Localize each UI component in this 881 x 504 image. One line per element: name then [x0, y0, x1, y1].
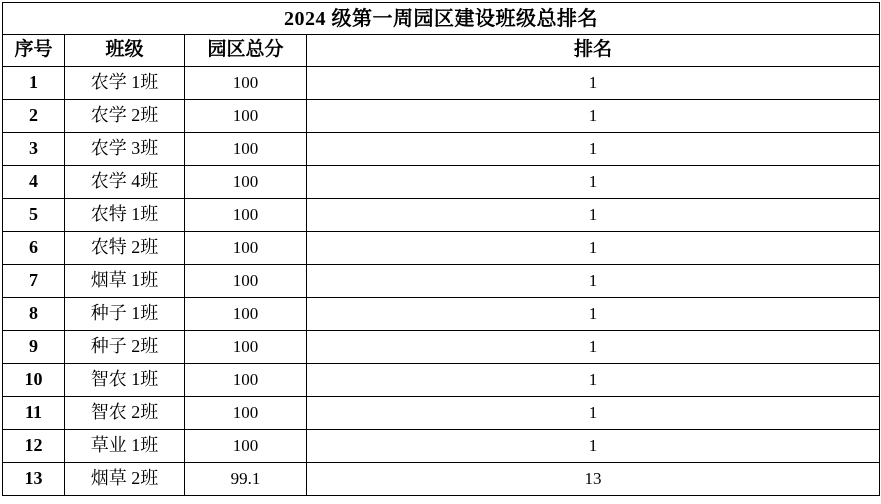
cell-class: 农学 3班 — [65, 133, 185, 166]
cell-no: 9 — [3, 331, 65, 364]
table-row — [3, 463, 880, 496]
cell-score: 100 — [185, 430, 307, 463]
cell-class: 种子 1班 — [65, 298, 185, 331]
cell-score: 99.1 — [185, 463, 307, 496]
column-header-no: 序号 — [3, 35, 65, 67]
cell-rank: 1 — [307, 298, 880, 331]
cell-rank: 1 — [307, 133, 880, 166]
cell-rank: 1 — [307, 265, 880, 298]
cell-rank: 1 — [307, 232, 880, 265]
cell-score: 100 — [185, 133, 307, 166]
cell-score: 100 — [185, 199, 307, 232]
cell-class: 智农 1班 — [65, 364, 185, 397]
cell-no: 6 — [3, 232, 65, 265]
cell-class: 农学 1班 — [65, 67, 185, 100]
cell-no: 13 — [3, 463, 65, 496]
cell-score: 100 — [185, 67, 307, 100]
cell-class: 烟草 1班 — [65, 265, 185, 298]
cell-rank: 1 — [307, 397, 880, 430]
cell-score: 100 — [185, 166, 307, 199]
column-header-rank: 排名 — [307, 35, 880, 67]
document-sheet — [0, 2, 881, 504]
cell-rank: 1 — [307, 199, 880, 232]
cell-class: 草业 1班 — [65, 430, 185, 463]
table-row — [3, 133, 880, 166]
cell-score: 100 — [185, 100, 307, 133]
cell-score: 100 — [185, 397, 307, 430]
cell-rank: 1 — [307, 67, 880, 100]
table-body — [3, 3, 880, 496]
cell-class: 农特 1班 — [65, 199, 185, 232]
table-row — [3, 100, 880, 133]
page-title: 2024 级第一周园区建设班级总排名 — [3, 3, 880, 35]
cell-class: 智农 2班 — [65, 397, 185, 430]
cell-no: 2 — [3, 100, 65, 133]
cell-score: 100 — [185, 331, 307, 364]
cell-class: 农学 4班 — [65, 166, 185, 199]
cell-score: 100 — [185, 364, 307, 397]
cell-class: 农学 2班 — [65, 100, 185, 133]
cell-class: 农特 2班 — [65, 232, 185, 265]
table-row — [3, 199, 880, 232]
cell-no: 11 — [3, 397, 65, 430]
table-row — [3, 331, 880, 364]
cell-rank: 13 — [307, 463, 880, 496]
cell-score: 100 — [185, 298, 307, 331]
cell-rank: 1 — [307, 331, 880, 364]
table-header-row — [3, 35, 880, 67]
cell-rank: 1 — [307, 364, 880, 397]
cell-no: 7 — [3, 265, 65, 298]
cell-no: 5 — [3, 199, 65, 232]
cell-class: 种子 2班 — [65, 331, 185, 364]
cell-no: 3 — [3, 133, 65, 166]
cell-no: 8 — [3, 298, 65, 331]
table-row — [3, 298, 880, 331]
table-row — [3, 430, 880, 463]
column-header-class: 班级 — [65, 35, 185, 67]
cell-no: 4 — [3, 166, 65, 199]
table-row — [3, 232, 880, 265]
cell-class: 烟草 2班 — [65, 463, 185, 496]
table-row — [3, 67, 880, 100]
cell-no: 12 — [3, 430, 65, 463]
table-title-row — [3, 3, 880, 35]
cell-rank: 1 — [307, 100, 880, 133]
table-row — [3, 364, 880, 397]
table-row — [3, 397, 880, 430]
cell-score: 100 — [185, 232, 307, 265]
table-row — [3, 265, 880, 298]
ranking-table — [2, 2, 880, 496]
cell-no: 10 — [3, 364, 65, 397]
table-row — [3, 166, 880, 199]
column-header-score: 园区总分 — [185, 35, 307, 67]
cell-rank: 1 — [307, 166, 880, 199]
cell-no: 1 — [3, 67, 65, 100]
cell-score: 100 — [185, 265, 307, 298]
cell-rank: 1 — [307, 430, 880, 463]
